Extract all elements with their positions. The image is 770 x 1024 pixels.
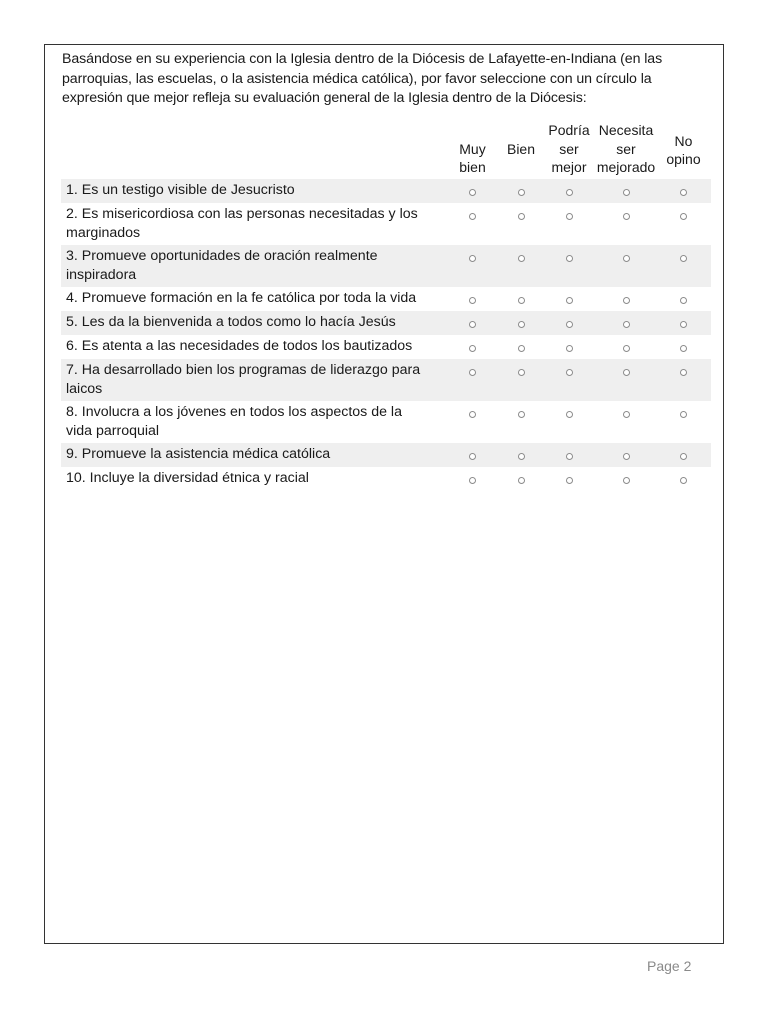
option-cell <box>656 335 711 359</box>
option-cell <box>656 311 711 335</box>
option-cell <box>656 443 711 467</box>
option-cell <box>596 443 656 467</box>
radio-muy-bien[interactable] <box>469 321 476 328</box>
radio-podria-ser-mejor[interactable] <box>566 477 573 484</box>
option-cell <box>656 359 711 401</box>
option-cell <box>445 311 500 335</box>
rating-table <box>61 121 711 491</box>
option-cell <box>542 467 596 491</box>
option-cell <box>656 245 711 287</box>
option-cell <box>500 179 542 203</box>
radio-muy-bien[interactable] <box>469 297 476 304</box>
radio-no-opino[interactable] <box>680 189 687 196</box>
radio-bien[interactable] <box>518 369 525 376</box>
radio-podria-ser-mejor[interactable] <box>566 321 573 328</box>
option-cell <box>500 467 542 491</box>
option-cell <box>542 179 596 203</box>
option-cell <box>542 287 596 311</box>
option-cell <box>542 401 596 443</box>
option-cell <box>500 359 542 401</box>
radio-muy-bien[interactable] <box>469 369 476 376</box>
option-cell <box>596 245 656 287</box>
option-cell <box>445 467 500 491</box>
survey-instructions: Basándose en su experiencia con la Iglesia dentro de la Diócesis de Lafayette-en-Indiana (en las parroquias, las escuelas, o la asistencia médica católica), por favor seleccione con un círculo la expresión que mejor refleja su evaluación general de la Iglesia dentro de la Diócesis: <box>62 51 663 106</box>
option-cell <box>596 203 656 245</box>
option-cell <box>542 245 596 287</box>
option-cell <box>445 287 500 311</box>
option-cell <box>542 311 596 335</box>
question-text: 6. Es atenta a las necesidades de todos los bautizados <box>66 337 413 354</box>
radio-podria-ser-mejor[interactable] <box>566 297 573 304</box>
radio-muy-bien[interactable] <box>469 213 476 220</box>
option-cell <box>656 179 711 203</box>
radio-bien[interactable] <box>518 477 525 484</box>
column-header-podria-ser-mejor: Podría ser mejor <box>548 122 590 175</box>
question-text: 7. Ha desarrollado bien los programas de liderazgo para laicos <box>61 359 445 401</box>
question-row <box>61 467 711 491</box>
option-cell <box>445 203 500 245</box>
radio-podria-ser-mejor[interactable] <box>566 369 573 376</box>
question-text: 3. Promueve oportunidades de oración realmente inspiradora <box>61 245 445 287</box>
option-cell <box>542 443 596 467</box>
radio-muy-bien[interactable] <box>469 411 476 418</box>
radio-no-opino[interactable] <box>680 213 687 220</box>
radio-no-opino[interactable] <box>680 369 687 376</box>
radio-bien[interactable] <box>518 189 525 196</box>
option-cell <box>656 203 711 245</box>
option-cell <box>445 179 500 203</box>
radio-muy-bien[interactable] <box>469 255 476 262</box>
radio-necesita-ser-mejorado[interactable] <box>623 453 630 460</box>
radio-necesita-ser-mejorado[interactable] <box>623 369 630 376</box>
radio-podria-ser-mejor[interactable] <box>566 345 573 352</box>
column-header-muy-bien: Muy bien <box>459 140 486 175</box>
question-row <box>61 287 711 311</box>
column-header-no-opino: No opino <box>666 132 701 167</box>
radio-podria-ser-mejor[interactable] <box>566 255 573 262</box>
option-cell <box>445 335 500 359</box>
option-cell <box>445 359 500 401</box>
option-cell <box>445 245 500 287</box>
question-header <box>61 121 445 179</box>
column-header-bien: Bien <box>506 141 536 157</box>
radio-bien[interactable] <box>518 321 525 328</box>
option-cell <box>500 203 542 245</box>
radio-bien[interactable] <box>518 213 525 220</box>
option-cell <box>542 359 596 401</box>
option-cell <box>596 359 656 401</box>
question-row <box>61 311 711 335</box>
option-cell <box>596 401 656 443</box>
question-row <box>61 179 711 203</box>
option-cell <box>542 203 596 245</box>
question-row <box>61 335 711 359</box>
option-cell <box>500 443 542 467</box>
question-row <box>61 203 711 245</box>
radio-bien[interactable] <box>518 255 525 262</box>
option-cell <box>500 311 542 335</box>
option-cell <box>500 287 542 311</box>
radio-necesita-ser-mejorado[interactable] <box>623 297 630 304</box>
radio-podria-ser-mejor[interactable] <box>566 189 573 196</box>
radio-no-opino[interactable] <box>680 321 687 328</box>
radio-muy-bien[interactable] <box>469 453 476 460</box>
radio-bien[interactable] <box>518 345 525 352</box>
radio-bien[interactable] <box>518 411 525 418</box>
option-cell <box>596 467 656 491</box>
radio-podria-ser-mejor[interactable] <box>566 213 573 220</box>
page-number: Page 2 <box>647 958 692 974</box>
option-cell <box>542 335 596 359</box>
radio-muy-bien[interactable] <box>469 345 476 352</box>
radio-no-opino[interactable] <box>680 453 687 460</box>
option-cell <box>656 467 711 491</box>
radio-necesita-ser-mejorado[interactable] <box>623 477 630 484</box>
radio-muy-bien[interactable] <box>469 189 476 196</box>
option-cell <box>596 179 656 203</box>
question-text: 10. Incluye la diversidad étnica y racial <box>66 469 309 486</box>
option-cell <box>596 311 656 335</box>
option-cell <box>500 335 542 359</box>
radio-bien[interactable] <box>518 453 525 460</box>
radio-podria-ser-mejor[interactable] <box>566 453 573 460</box>
radio-no-opino[interactable] <box>680 255 687 262</box>
option-cell <box>596 335 656 359</box>
option-cell <box>656 287 711 311</box>
radio-bien[interactable] <box>518 297 525 304</box>
question-text: 4. Promueve formación en la fe católica por toda la vida <box>66 289 417 306</box>
question-row <box>61 443 711 467</box>
radio-no-opino[interactable] <box>680 297 687 304</box>
question-text: 2. Es misericordiosa con las personas necesitadas y los marginados <box>66 205 418 241</box>
option-cell <box>500 401 542 443</box>
radio-podria-ser-mejor[interactable] <box>566 411 573 418</box>
question-text: 8. Involucra a los jóvenes en todos los aspectos de la vida parroquial <box>66 403 402 439</box>
survey-page-frame <box>44 44 724 944</box>
radio-necesita-ser-mejorado[interactable] <box>623 411 630 418</box>
radio-necesita-ser-mejorado[interactable] <box>623 189 630 196</box>
radio-muy-bien[interactable] <box>469 477 476 484</box>
option-cell <box>596 287 656 311</box>
column-header-necesita-ser-mejorado: Necesita ser mejorado <box>596 122 656 175</box>
radio-no-opino[interactable] <box>680 477 687 484</box>
option-cell <box>656 401 711 443</box>
radio-necesita-ser-mejorado[interactable] <box>623 345 630 352</box>
radio-no-opino[interactable] <box>680 345 687 352</box>
radio-necesita-ser-mejorado[interactable] <box>623 321 630 328</box>
option-cell <box>445 401 500 443</box>
question-row <box>61 359 711 401</box>
question-text: 5. Les da la bienvenida a todos como lo hacía Jesús <box>61 311 445 335</box>
question-text: 1. Es un testigo visible de Jesucristo <box>61 179 445 203</box>
radio-no-opino[interactable] <box>680 411 687 418</box>
rating-header-row <box>61 121 711 179</box>
radio-necesita-ser-mejorado[interactable] <box>623 255 630 262</box>
option-cell <box>500 245 542 287</box>
question-text: 9. Promueve la asistencia médica católica <box>61 443 445 467</box>
question-row <box>61 245 711 287</box>
radio-necesita-ser-mejorado[interactable] <box>623 213 630 220</box>
option-cell <box>445 443 500 467</box>
question-row <box>61 401 711 443</box>
